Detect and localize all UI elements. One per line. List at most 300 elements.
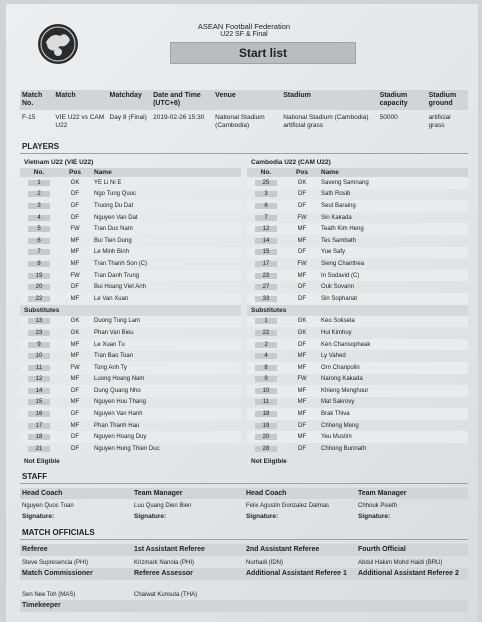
player-number — [249, 203, 283, 209]
staff-heading: STAFF — [20, 470, 468, 484]
player-position: FW — [297, 214, 307, 221]
commissioner-cell — [20, 568, 132, 600]
player-position: DF — [71, 284, 79, 291]
away-team-manager-name: Chhouk Piseth — [358, 502, 398, 509]
player-number — [22, 330, 56, 336]
player-number — [22, 342, 56, 348]
player-name: Tran Thanh Son (C) — [94, 260, 148, 267]
ar2-name: Nurhadi (IDN) — [246, 559, 284, 566]
player-position: DF — [71, 191, 79, 198]
player-name: Brak Thiva — [321, 411, 350, 418]
match-no-header: Match No. — [20, 90, 53, 110]
player-number — [249, 376, 283, 382]
player-number-value: 20 — [255, 434, 277, 440]
player-number-value: 8 — [28, 261, 50, 267]
player-position: DF — [298, 422, 306, 429]
player-position: MF — [297, 399, 307, 406]
match-info-header-row — [20, 90, 468, 110]
player-number-value: 20 — [28, 284, 50, 290]
player-position: MF — [70, 237, 80, 244]
player-number-value: 2 — [28, 191, 50, 197]
player-number — [22, 249, 56, 255]
player-number — [249, 411, 283, 417]
player-position: DF — [298, 249, 306, 256]
away-team-lineup — [247, 157, 468, 468]
stadium-capacity-header: Stadium capacity — [378, 90, 427, 110]
player-number — [22, 399, 56, 405]
player-row — [20, 316, 241, 328]
player-number-value: 18 — [255, 411, 277, 417]
player-number-value: 28 — [255, 446, 277, 452]
pos-column-header: Pos — [296, 169, 308, 176]
player-name: Le Xuan Tu — [94, 341, 125, 348]
no-column-header: No. — [260, 169, 272, 176]
pos-column-header: Pos — [69, 169, 81, 176]
player-row — [20, 327, 241, 339]
player-position: DF — [298, 202, 306, 209]
competition-name: U22 SF & Final — [220, 31, 268, 38]
player-number — [249, 399, 283, 405]
player-number — [249, 342, 283, 348]
player-number — [249, 191, 283, 197]
player-position: DF — [298, 295, 306, 302]
player-row — [247, 443, 468, 455]
player-row — [247, 362, 468, 374]
player-number-value: 14 — [255, 238, 277, 244]
commissioner-label: Match Commissioner — [20, 568, 132, 580]
player-name: Ngo Tung Quoc — [94, 191, 137, 198]
assessor-cell — [132, 568, 244, 600]
away-substitutes-list — [247, 316, 468, 455]
player-position: DF — [298, 341, 306, 348]
player-position: FW — [70, 272, 80, 279]
player-number-value: 3 — [255, 191, 277, 197]
player-row — [247, 281, 468, 293]
player-position: GK — [297, 179, 307, 186]
player-name: Tran Duc Nam — [94, 226, 133, 233]
player-position: DF — [71, 411, 79, 418]
player-name: Ly Vahed — [321, 353, 346, 360]
player-number-value: 7 — [255, 215, 277, 221]
player-number-value: 8 — [255, 365, 277, 371]
player-name: Sin Sophanat — [321, 295, 358, 302]
player-position: MF — [70, 341, 80, 348]
player-position: MF — [297, 364, 307, 371]
match-info-value-row — [20, 110, 468, 130]
team-manager-label: Team Manager — [356, 488, 468, 499]
player-row — [20, 397, 241, 409]
player-name: Dung Quang Nho — [94, 387, 141, 394]
timekeeper-cell — [20, 600, 468, 612]
player-number — [22, 203, 56, 209]
player-name: Keo Soksela — [321, 318, 355, 325]
away-starters-list — [247, 177, 468, 305]
player-number-value: 6 — [255, 203, 277, 209]
home-starters-list — [20, 177, 241, 305]
player-number — [22, 191, 56, 197]
player-row — [247, 374, 468, 386]
no-column-header: No. — [33, 169, 45, 176]
player-position: DF — [71, 434, 79, 441]
player-number — [22, 365, 56, 371]
player-row — [20, 200, 241, 212]
player-name: Le Minh Binh — [94, 249, 130, 256]
away-team-manager-cell — [356, 488, 468, 522]
commissioner-name: Sen Nee Toh (MAS) — [22, 591, 76, 598]
player-name: Orn Chanpolin — [321, 364, 360, 371]
player-name: Sath Rosib — [321, 191, 351, 198]
player-row — [20, 177, 241, 189]
player-position: DF — [298, 191, 306, 198]
venue-value: National Stadium (Cambodia) — [215, 114, 265, 129]
player-name: Phan Thanh Hau — [94, 422, 140, 429]
player-position: DF — [71, 214, 79, 221]
player-name: Hul Kimhuy — [321, 329, 352, 336]
home-substitutes-list — [20, 316, 241, 455]
home-team-manager-name: Luu Quang Dien Bien — [134, 502, 192, 509]
match-no-value: F-15 — [22, 114, 36, 121]
player-position: GK — [70, 318, 80, 325]
player-number-value: 21 — [28, 446, 50, 452]
player-number-value: 9 — [255, 376, 277, 382]
player-name: Chhong Bunnath — [321, 445, 367, 452]
player-row — [20, 443, 241, 455]
player-number — [22, 238, 56, 244]
assessor-label: Referee Assessor — [132, 568, 244, 580]
player-position: GK — [70, 179, 80, 186]
player-number — [249, 296, 283, 302]
player-row — [247, 431, 468, 443]
player-number — [22, 434, 56, 440]
player-number — [249, 388, 283, 394]
player-row — [20, 420, 241, 432]
staff-grid — [20, 488, 468, 522]
player-number — [249, 180, 283, 186]
player-row — [247, 189, 468, 201]
player-position: MF — [297, 411, 307, 418]
player-position: MF — [297, 226, 307, 233]
player-number-value: 2 — [255, 342, 277, 348]
document-header — [20, 10, 468, 76]
player-number — [249, 273, 283, 279]
player-position: MF — [70, 249, 80, 256]
player-number-value: 11 — [255, 399, 277, 405]
player-number-value: 13 — [28, 318, 50, 324]
player-row — [247, 270, 468, 282]
player-name: Bui Tien Dung — [94, 237, 132, 244]
player-position: DF — [71, 387, 79, 394]
player-number-value: 12 — [255, 226, 277, 232]
player-number-value: 12 — [28, 376, 50, 382]
signature-label: Signature: — [358, 512, 391, 520]
player-number — [22, 226, 56, 232]
player-number — [22, 215, 56, 221]
name-column-header: Name — [321, 169, 339, 176]
player-name: Nguyen Van Dat — [94, 214, 138, 221]
player-row — [20, 431, 241, 443]
referee-label: Referee — [20, 544, 132, 556]
player-name: Nguyen Hoang Duy — [94, 434, 147, 441]
player-name: Tes Sambath — [321, 237, 357, 244]
player-number-value: 33 — [255, 296, 277, 302]
match-info-table — [20, 90, 468, 130]
player-name: Nguyen Van Hanh — [94, 411, 143, 418]
player-row — [247, 223, 468, 235]
player-position: FW — [70, 364, 80, 371]
player-number-value: 19 — [28, 273, 50, 279]
fourth-official-label: Fourth Official — [356, 544, 468, 556]
player-name: Tran Bao Toan — [94, 353, 134, 360]
player-name: Luong Hoang Nam — [94, 376, 145, 383]
player-position: GK — [297, 329, 307, 336]
player-number-value: 11 — [28, 365, 50, 371]
player-number — [249, 284, 283, 290]
player-number-value: 5 — [28, 226, 50, 232]
matchday-header: Matchday — [108, 90, 152, 110]
player-number — [22, 446, 56, 452]
player-name: Truong Du Dat — [94, 202, 134, 209]
away-head-coach-name: Felix Agustin Gonzalez Dalmas — [246, 502, 330, 509]
player-position: MF — [297, 387, 307, 394]
referee-name: Steve Supresencia (PHI) — [22, 559, 89, 566]
start-list-document — [6, 4, 478, 622]
player-row — [20, 374, 241, 386]
timekeeper-label: Timekeeper — [20, 600, 468, 612]
player-number — [249, 365, 283, 371]
player-number — [249, 446, 283, 452]
player-number — [249, 353, 283, 359]
player-position: GK — [70, 329, 80, 336]
player-position: MF — [70, 260, 80, 267]
player-position: MF — [70, 399, 80, 406]
player-row — [20, 270, 241, 282]
away-not-eligible-heading: Not Eligible — [251, 457, 287, 465]
player-name: Tran Danh Trung — [94, 272, 140, 279]
ar1-name: Krizmark Nanola (PHI) — [134, 559, 195, 566]
stadium-ground-header: Stadium ground — [427, 90, 468, 110]
player-position: FW — [297, 260, 307, 267]
player-name: Khieng Menghour — [321, 387, 369, 394]
team-manager-label: Team Manager — [132, 488, 244, 499]
player-name: Yeu Muslim — [321, 434, 352, 441]
player-name: Nguyen Huu Thang — [94, 399, 146, 406]
player-row — [20, 350, 241, 362]
player-row — [247, 258, 468, 270]
player-number-value: 1 — [28, 180, 50, 186]
player-name: Nguyen Hung Thien Duc — [94, 445, 160, 452]
player-number-value: 17 — [255, 261, 277, 267]
home-head-coach-name: Nguyen Quoc Tuan — [22, 502, 74, 509]
player-position: MF — [70, 295, 80, 302]
ar1-cell — [132, 544, 244, 568]
player-number — [249, 226, 283, 232]
player-row — [20, 293, 241, 305]
player-position: MF — [70, 376, 80, 383]
player-number-value: 23 — [28, 330, 50, 336]
matchday-value: Day 8 (Final) — [109, 114, 147, 121]
player-number — [22, 318, 56, 324]
stadium-capacity-value: 50000 — [379, 114, 398, 121]
player-number-value: 22 — [28, 296, 50, 302]
date-time-value: 2019-02-26 15:30 — [153, 114, 205, 121]
player-number-value: 17 — [28, 423, 50, 429]
player-row — [247, 408, 468, 420]
player-position: MF — [297, 434, 307, 441]
home-team-lineup — [20, 157, 241, 468]
stadium-header: Stadium — [281, 90, 377, 110]
player-name: In Sodavid (C) — [321, 272, 360, 279]
fourth-official-name: Abdul Hakim Mohd Haidi (BRU) — [358, 559, 443, 566]
player-number-value: 4 — [255, 353, 277, 359]
player-number-value: 14 — [28, 388, 50, 394]
player-row — [247, 350, 468, 362]
player-number — [22, 261, 56, 267]
player-number — [249, 423, 283, 429]
player-position: MF — [297, 353, 307, 360]
player-row — [247, 177, 468, 189]
player-number-value: 23 — [255, 273, 277, 279]
organisation-name: ASEAN Football Federation — [197, 22, 291, 31]
aar2-label: Additional Assistant Referee 2 — [356, 568, 468, 580]
player-position: DF — [298, 284, 306, 291]
away-substitutes-heading: Substitutes — [247, 305, 468, 316]
player-position: GK — [297, 318, 307, 325]
away-head-coach-cell — [244, 488, 356, 522]
player-name: Saveng Samnang — [321, 179, 369, 186]
player-number-value: 9 — [28, 342, 50, 348]
page-title: Start list — [170, 42, 356, 64]
player-name: Ken Chansopheak — [321, 341, 371, 348]
player-row — [20, 258, 241, 270]
signature-label: Signature: — [246, 512, 279, 520]
player-position: MF — [70, 353, 80, 360]
player-number — [22, 353, 56, 359]
stadium-ground-value: artificial grass — [428, 114, 451, 129]
fourth-official-cell — [356, 544, 468, 568]
player-row — [20, 281, 241, 293]
player-name: Chheng Meng — [321, 422, 359, 429]
player-number — [249, 330, 283, 336]
player-position: DF — [71, 445, 79, 452]
officials-grid-row-1 — [20, 544, 468, 568]
players-heading: PLAYERS — [20, 140, 468, 154]
signature-label: Signature: — [134, 512, 167, 520]
player-row — [20, 212, 241, 224]
player-position: MF — [297, 272, 307, 279]
home-team-name: Vietnam U22 (VIE U22) — [24, 159, 94, 166]
player-name: Ouk Sovann — [321, 284, 355, 291]
player-number — [22, 423, 56, 429]
player-number — [249, 215, 283, 221]
player-row — [247, 235, 468, 247]
match-header: Match — [53, 90, 107, 110]
player-row — [20, 385, 241, 397]
player-row — [20, 189, 241, 201]
player-name: Sin Kakada — [321, 214, 352, 221]
player-row — [247, 212, 468, 224]
head-coach-label: Head Coach — [244, 488, 356, 499]
player-number — [249, 249, 283, 255]
player-name: Duong Tung Lam — [94, 318, 141, 325]
player-row — [247, 339, 468, 351]
player-name: Sieng Chanthea — [321, 260, 365, 267]
player-number — [22, 273, 56, 279]
player-number — [249, 261, 283, 267]
aar2-cell — [356, 568, 468, 600]
match-value: VIE U22 vs CAM U22 — [55, 114, 105, 129]
officials-grid-row-3 — [20, 600, 468, 612]
player-number — [22, 388, 56, 394]
player-row — [20, 247, 241, 259]
home-substitutes-heading: Substitutes — [20, 305, 241, 316]
ar2-cell — [244, 544, 356, 568]
player-name: Seut Baraing — [321, 202, 356, 209]
player-number — [249, 434, 283, 440]
home-head-coach-cell — [20, 488, 132, 522]
player-number-value: 19 — [255, 423, 277, 429]
player-number-value: 3 — [28, 203, 50, 209]
player-number-value: 27 — [255, 284, 277, 290]
player-position: FW — [70, 226, 80, 233]
home-column-headers — [20, 168, 241, 177]
player-row — [247, 293, 468, 305]
player-number-value: 18 — [28, 434, 50, 440]
officials-grid-row-2 — [20, 568, 468, 600]
home-team-manager-cell — [132, 488, 244, 522]
home-not-eligible-heading: Not Eligible — [24, 457, 60, 465]
player-name: Bui Hoang Viet Anh — [94, 284, 146, 291]
player-name: Phan Van Bieu — [94, 329, 134, 336]
player-number-value: 16 — [28, 411, 50, 417]
player-row — [247, 385, 468, 397]
player-position: MF — [297, 237, 307, 244]
player-number — [22, 180, 56, 186]
player-row — [247, 397, 468, 409]
player-number-value: 1 — [255, 318, 277, 324]
head-coach-label: Head Coach — [20, 488, 132, 499]
player-row — [20, 235, 241, 247]
player-name: Le Van Xuan — [94, 295, 129, 302]
player-number — [249, 238, 283, 244]
player-name: YE Li Ni E — [94, 179, 122, 186]
aar1-cell — [244, 568, 356, 600]
player-row — [247, 327, 468, 339]
name-column-header: Name — [94, 169, 112, 176]
player-number-value: 6 — [28, 238, 50, 244]
player-row — [247, 420, 468, 432]
player-number-value: 15 — [255, 249, 277, 255]
player-name: Tong Anh Ty — [94, 364, 127, 371]
player-number — [249, 318, 283, 324]
player-row — [247, 316, 468, 328]
player-number — [22, 296, 56, 302]
player-row — [20, 408, 241, 420]
match-officials-heading: MATCH OFFICIALS — [20, 526, 468, 540]
venue-header: Venue — [213, 90, 281, 110]
player-position: DF — [298, 445, 306, 452]
player-number-value: 25 — [255, 180, 277, 186]
player-row — [20, 339, 241, 351]
player-number — [22, 411, 56, 417]
player-position: FW — [297, 376, 307, 383]
player-row — [20, 362, 241, 374]
player-position: DF — [71, 202, 79, 209]
player-number — [22, 376, 56, 382]
player-name: Teath Kim Heng — [321, 226, 364, 233]
player-position: MF — [70, 422, 80, 429]
player-row — [247, 247, 468, 259]
player-number-value: 15 — [28, 399, 50, 405]
